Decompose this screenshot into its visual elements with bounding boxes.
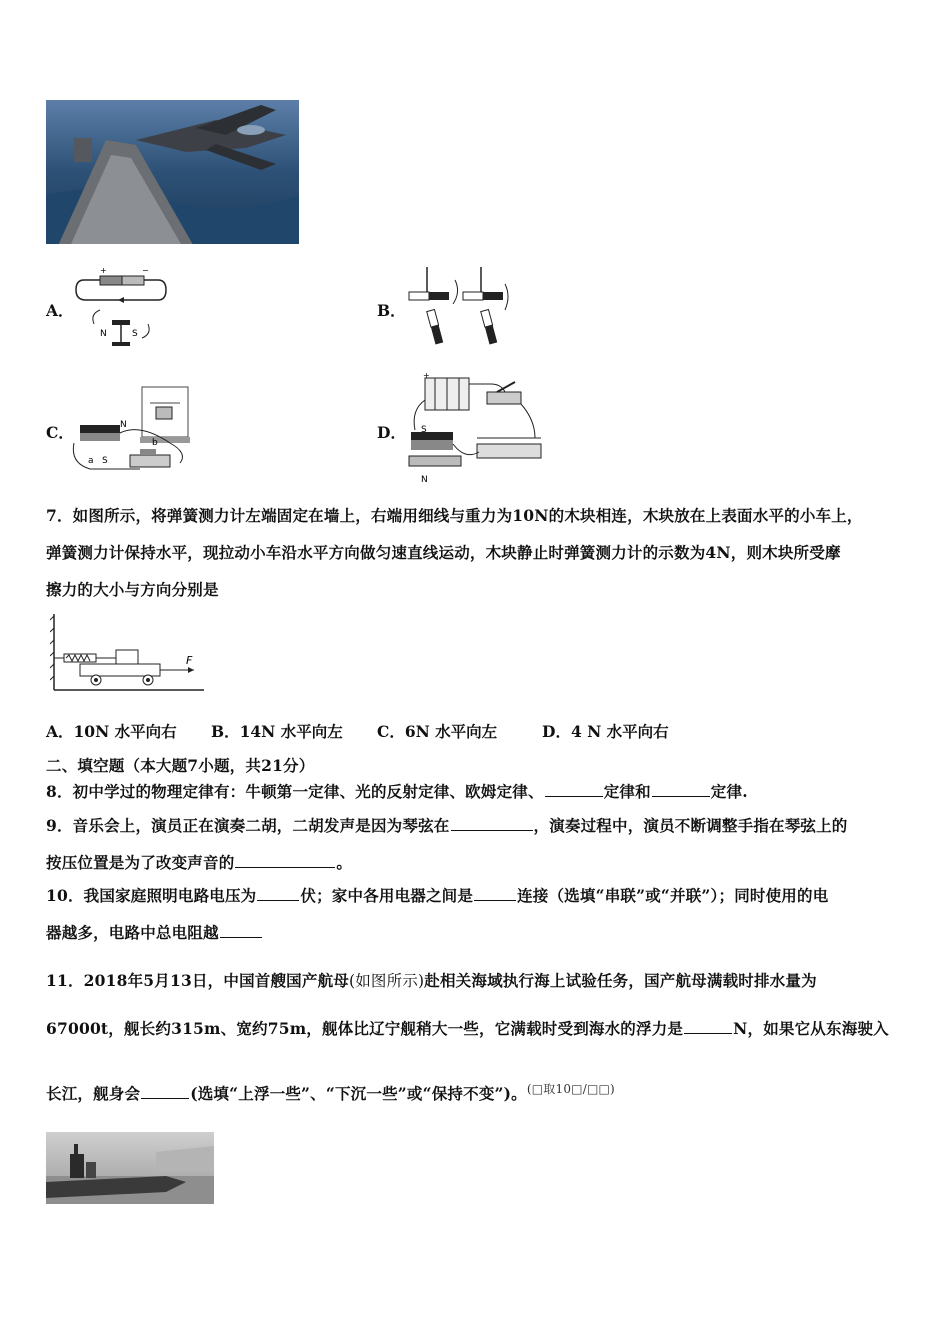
svg-text:b: b <box>152 438 158 448</box>
q7-line3: 擦力的大小与方向分别是 <box>46 580 219 599</box>
q11-paren3: (□取10□/□□) <box>526 1082 615 1096</box>
q11-part6: 。 <box>511 1084 527 1104</box>
option-b-label: B． <box>377 301 406 320</box>
q10-part1: 10．我国家庭照明电路电压为 <box>46 886 257 905</box>
q8-part1: 8．初中学过的物理定律有：牛顿第一定律、光的反射定律、欧姆定律、 <box>46 782 544 801</box>
q10-part3: 连接（选填“串联”或“并联”）；同时使用的电 <box>517 886 829 905</box>
option-a-diagram <box>72 262 172 352</box>
q10-part4: 器越多，电路中总电阻越 <box>46 923 219 942</box>
option-d-diagram <box>405 370 545 488</box>
q11-part3: 67000t，舰长约315m、宽约75m，舰体比辽宁舰稍大一些，它满载时受到海水的浮力是 <box>46 1019 684 1038</box>
q10-blank-2[interactable] <box>474 886 516 901</box>
q7-line2: 弹簧测力计保持水平，现拉动小车沿水平方向做匀速直线运动，木块静止时弹簧测力计的示数为4N，则木块所受摩 <box>46 543 841 562</box>
jet-carrier-photo <box>46 100 299 244</box>
q9-part4: 。 <box>336 853 353 872</box>
svg-text:−: − <box>142 266 149 275</box>
q11-line3 <box>46 1080 615 1104</box>
q11-paren2: (选填“上浮一些”、“下沉一些”或“保持不变”) <box>190 1084 512 1104</box>
q11-blank-1[interactable] <box>684 1019 732 1034</box>
q10-part2: 伏；家中各用电器之间是 <box>300 886 474 905</box>
option-c-label: C． <box>46 423 74 442</box>
q7-choice-d: D．4 N 水平向右 <box>542 722 669 741</box>
svg-text:N: N <box>100 329 107 339</box>
option-b-diagram <box>405 262 520 352</box>
svg-text:a: a <box>88 456 94 466</box>
q11-part5: 长江，舰身会 <box>46 1084 141 1104</box>
q10-blank-1[interactable] <box>257 886 299 901</box>
q8-blank-2[interactable] <box>652 782 710 797</box>
q11-blank-2[interactable] <box>141 1084 189 1099</box>
q11-paren1: (如图所示) <box>348 972 425 990</box>
q11-part2: 赴相关海域执行海上试验任务，国产航母满载时排水量为 <box>424 971 817 990</box>
svg-text:S: S <box>132 329 138 339</box>
q7-choice-b: B．14N 水平向左 <box>211 722 343 741</box>
q7-line1: 7．如图所示，将弹簧测力计左端固定在墙上，右端用细线与重力为10N的木块相连，木块放在上表面水平的小车上， <box>46 506 863 525</box>
q9-part2: ，演奏过程中，演员不断调整手指在琴弦上的 <box>533 816 848 835</box>
q11-part1: 11．2018年5月13日，中国首艘国产航母 <box>46 971 349 990</box>
option-d-label: D． <box>377 423 406 442</box>
q8-line <box>46 780 748 802</box>
q9-part3: 按压位置是为了改变声音的 <box>46 853 235 872</box>
svg-text:S: S <box>102 456 108 466</box>
q11-line1 <box>46 969 817 991</box>
q7-figure <box>50 612 210 696</box>
q9-line1 <box>46 814 848 836</box>
q8-part2: 定律和 <box>603 782 651 801</box>
q9-part1: 9．音乐会上，演员正在演奏二胡，二胡发声是因为琴弦在 <box>46 816 450 835</box>
q10-line2 <box>46 921 263 943</box>
q9-blank-2[interactable] <box>235 853 335 868</box>
q9-blank-1[interactable] <box>451 816 533 831</box>
option-c-diagram <box>70 383 195 483</box>
q7-figure-force-label: F <box>186 654 193 667</box>
q8-blank-1[interactable] <box>545 782 603 797</box>
carrier-photo <box>46 1132 214 1204</box>
section2-title: 二、填空题（本大题7小题，共21分） <box>46 756 315 775</box>
svg-text:N: N <box>120 420 127 430</box>
option-a-label: A． <box>46 301 74 320</box>
q9-line2 <box>46 851 352 873</box>
svg-text:+: + <box>423 371 430 380</box>
q7-choice-a: A．10N 水平向右 <box>46 722 177 741</box>
q10-line1 <box>46 884 828 906</box>
q8-part3: 定律. <box>710 782 748 801</box>
svg-text:+: + <box>100 266 107 275</box>
svg-text:N: N <box>421 475 428 485</box>
q7-choice-c: C．6N 水平向左 <box>377 722 498 741</box>
q11-line2 <box>46 1017 889 1039</box>
q11-part4: N，如果它从东海驶入 <box>733 1019 889 1038</box>
svg-text:S: S <box>421 425 427 435</box>
q10-blank-3[interactable] <box>220 923 262 938</box>
